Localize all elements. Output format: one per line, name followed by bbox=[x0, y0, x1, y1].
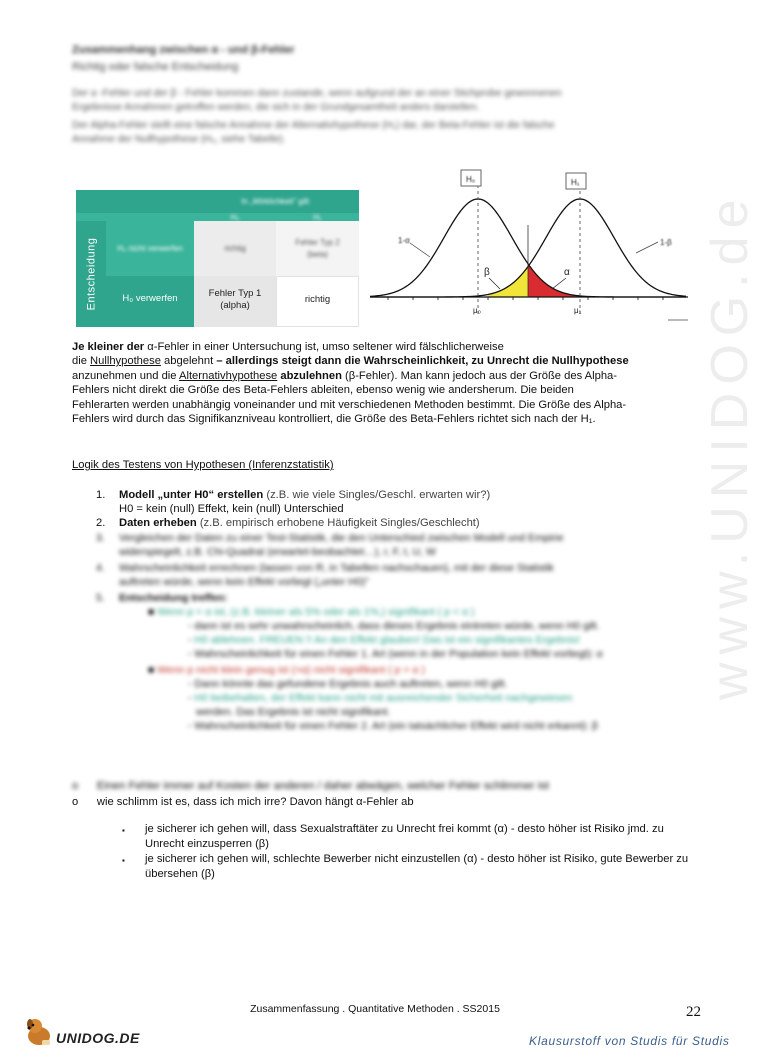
mu0-label: μ₀ bbox=[473, 306, 481, 315]
step1-bold: Modell „unter H0“ erstellen bbox=[119, 489, 264, 501]
leader-left bbox=[410, 243, 430, 257]
dog-logo-icon bbox=[22, 1014, 56, 1048]
beta-leader bbox=[489, 278, 500, 289]
page-number: 22 bbox=[686, 1004, 701, 1020]
step1-line2: H0 = kein (null) Effekt, kein (null) Unterschied bbox=[119, 503, 344, 515]
bullet-1: je sicherer ich gehen will, dass Sexualstraftäter zu Unrecht frei kommt (α) - desto höher ist Risiko jmd. zu Unrecht einzusperren (β) bbox=[145, 823, 664, 850]
table-r2c2-text: richtig bbox=[304, 294, 331, 305]
alpha-beta-paragraph: Je kleiner der α-Fehler in einer Untersuchung ist, umso seltener wird fälschlicherweise die Nullhypothese abgelehnt – allerdings steigt dann die Wahrscheinlichkeit, zu Unrecht die Nullhypothese anzunehmen und die Alternativhypothese abzulehnen (β-Fehler). Man kann jedoch aus der Größe des Alpha- Fehlers nicht direkt die Größe des Beta-Fehlers ableiten, ebenso wenig wie andersherum. Die beiden Fehlerarten werden unabhängig voneinander und mit verschiedenen Methoden bestimmt. Die Größe des Alpha- Fehlers wird durch das Signifikanzniveau kontrolliert, die Größe des Beta-Fehlers richtet sich nach der H₁. bbox=[72, 341, 629, 426]
alpha-leader bbox=[552, 278, 566, 289]
mu1-label: μ₁ bbox=[574, 306, 582, 315]
steps-list-blurred: 3. Vergleichen der Daten zu einer Test-Statistik, die den Unterschied zwischen Modell und Empirie widerspiegelt, z.B. Chi-Quadrat (erwartet-beobachtet…), r, F, t, U, W 4. Wahrscheinlichkeit errechnen (lassen von R, in Tabellen nachschauen), mit der diese Statistik auftreten würde, wenn kein Effekt vorliegt („unter H0)" 5. Entscheidung treffen: ■ Wenn p < α ist, (z.B. kleiner als 5% oder als 1%,) signifikant ( p < α ) - dann ist es sehr unwahrscheinlich, dass dieses Ergebnis eintreten würde, wenn H0 gilt. - H0 ablehnen. FREUEN !! An den Effekt glauben! Das ist ein signifikantes Ergebnis! - Wahrscheinlichkeit für einen Fehler 1. Art (wenn in der Population kein Effekt vorliegt): α ■ Wenn p nicht klein genug ist (>α) nicht signifikant ( p > α ) - Dann könnte das gefundene Ergebnis auch auftreten, wenn H0 gilt. - H0 beibehalten, der Effekt kann nicht mit ausreichender Sicherheit nachgewiesen werden. Das Ergebnis ist nicht signifikant. - Wahrscheinlichkeit für einen Fehler 2. Art (ein tatsächlicher Effekt wird nicht erkannt): β bbox=[96, 532, 603, 732]
table-r1c1-text: richtig bbox=[224, 244, 246, 253]
consequence-bullets: ▪ je sicherer ich gehen will, dass Sexualstraftäter zu Unrecht frei kommt (α) - desto höher ist Risiko jmd. zu Unrecht einzusperren (β) ▪ je sicherer ich gehen will, schlechte Bewerber nicht einzustellen (α) - desto höher ist Risiko, gute Bewerber zu übersehen (β) bbox=[122, 822, 702, 882]
bullet-2: je sicherer ich gehen will, schlechte Bewerber nicht einzustellen (α) - desto höher ist Risiko, gute Bewerber zu übersehen (β) bbox=[145, 853, 689, 880]
logo-wordmark: UNIDOG.DE bbox=[56, 1030, 140, 1046]
beta-label: β bbox=[484, 267, 490, 278]
table-header-text: In „Wirklichkeit" gilt: bbox=[241, 197, 311, 206]
table-row2-label: H₀ verwerfen bbox=[122, 293, 178, 304]
footer-text: Zusammenfassung . Quantitative Methoden . SS2015 bbox=[250, 1003, 500, 1015]
error-table bbox=[76, 190, 359, 327]
section-subtitle: Richtig oder falsche Entscheidung bbox=[72, 61, 239, 73]
intro-line-4: Annahme der Nullhypothese (H₀, siehe Tabelle). bbox=[72, 134, 286, 145]
table-row1-label: H₀ nicht verwerfen bbox=[117, 244, 183, 253]
one-minus-alpha-label: 1-α bbox=[398, 236, 410, 245]
logic-title: Logik des Testens von Hypothesen (Inferenzstatistik) bbox=[72, 459, 334, 471]
steps-list-clear: 1. Modell „unter H0“ erstellen (z.B. wie viele Singles/Geschl. erwarten wir?) H0 = kein (null) Effekt, kein (null) Unterschied 2. Daten erheben (z.B. empirisch erhobene Häufigkeit Singles/Geschlecht) bbox=[96, 489, 491, 529]
alpha-area bbox=[528, 264, 582, 297]
intro-line-2: Ergebnisse Annahmen getroffen werden, die sich in der Grundgesamtheit anders darstellen. bbox=[72, 102, 480, 113]
step2-bold: Daten erheben bbox=[119, 517, 197, 529]
table-side-label: Entscheidung bbox=[85, 237, 98, 311]
h1-box-label: H₁ bbox=[571, 178, 580, 187]
intro-line-1: Der α -Fehler und der β - Fehler kommen dann zustande, wenn aufgrund der an einer Stichprobe gewonnenen bbox=[72, 88, 562, 99]
tail-line-2: o wie schlimm ist es, dass ich mich irre? Davon hängt α-Fehler ab bbox=[72, 796, 414, 808]
alpha-label: α bbox=[564, 267, 570, 278]
tagline: Klausurstoff von Studis für Studis bbox=[529, 1034, 730, 1048]
link-alternativhypothese: Alternativhypothese bbox=[179, 369, 278, 382]
section-title: Zusammenhang zwischen α - und β-Fehler bbox=[72, 44, 295, 56]
h0-box-label: H₀ bbox=[466, 175, 476, 184]
table-r1c2-text: Fehler Typ 2 (beta) bbox=[295, 238, 340, 259]
intro-line-3: Der Alpha-Fehler stellt eine falsche Annahme der Alternativhypothese (H₁) dar, der Beta-Fehler ist die falsche bbox=[72, 120, 555, 131]
one-minus-beta-label: 1-β bbox=[660, 238, 672, 247]
table-col-h1: H₁ bbox=[313, 213, 322, 222]
leader-right bbox=[636, 242, 658, 253]
table-col-h0: H₀ bbox=[230, 213, 240, 222]
watermark: www.UNIDOG.de bbox=[701, 191, 759, 700]
link-nullhypothese: Nullhypothese bbox=[90, 355, 161, 368]
tail-line-1: o Einen Fehler immer auf Kosten der anderen / daher abwägen, welcher Fehler schlimmer ist bbox=[72, 780, 549, 792]
table-r2c1-text: Fehler Typ 1 (alpha) bbox=[208, 288, 262, 311]
distribution-diagram bbox=[368, 165, 690, 325]
